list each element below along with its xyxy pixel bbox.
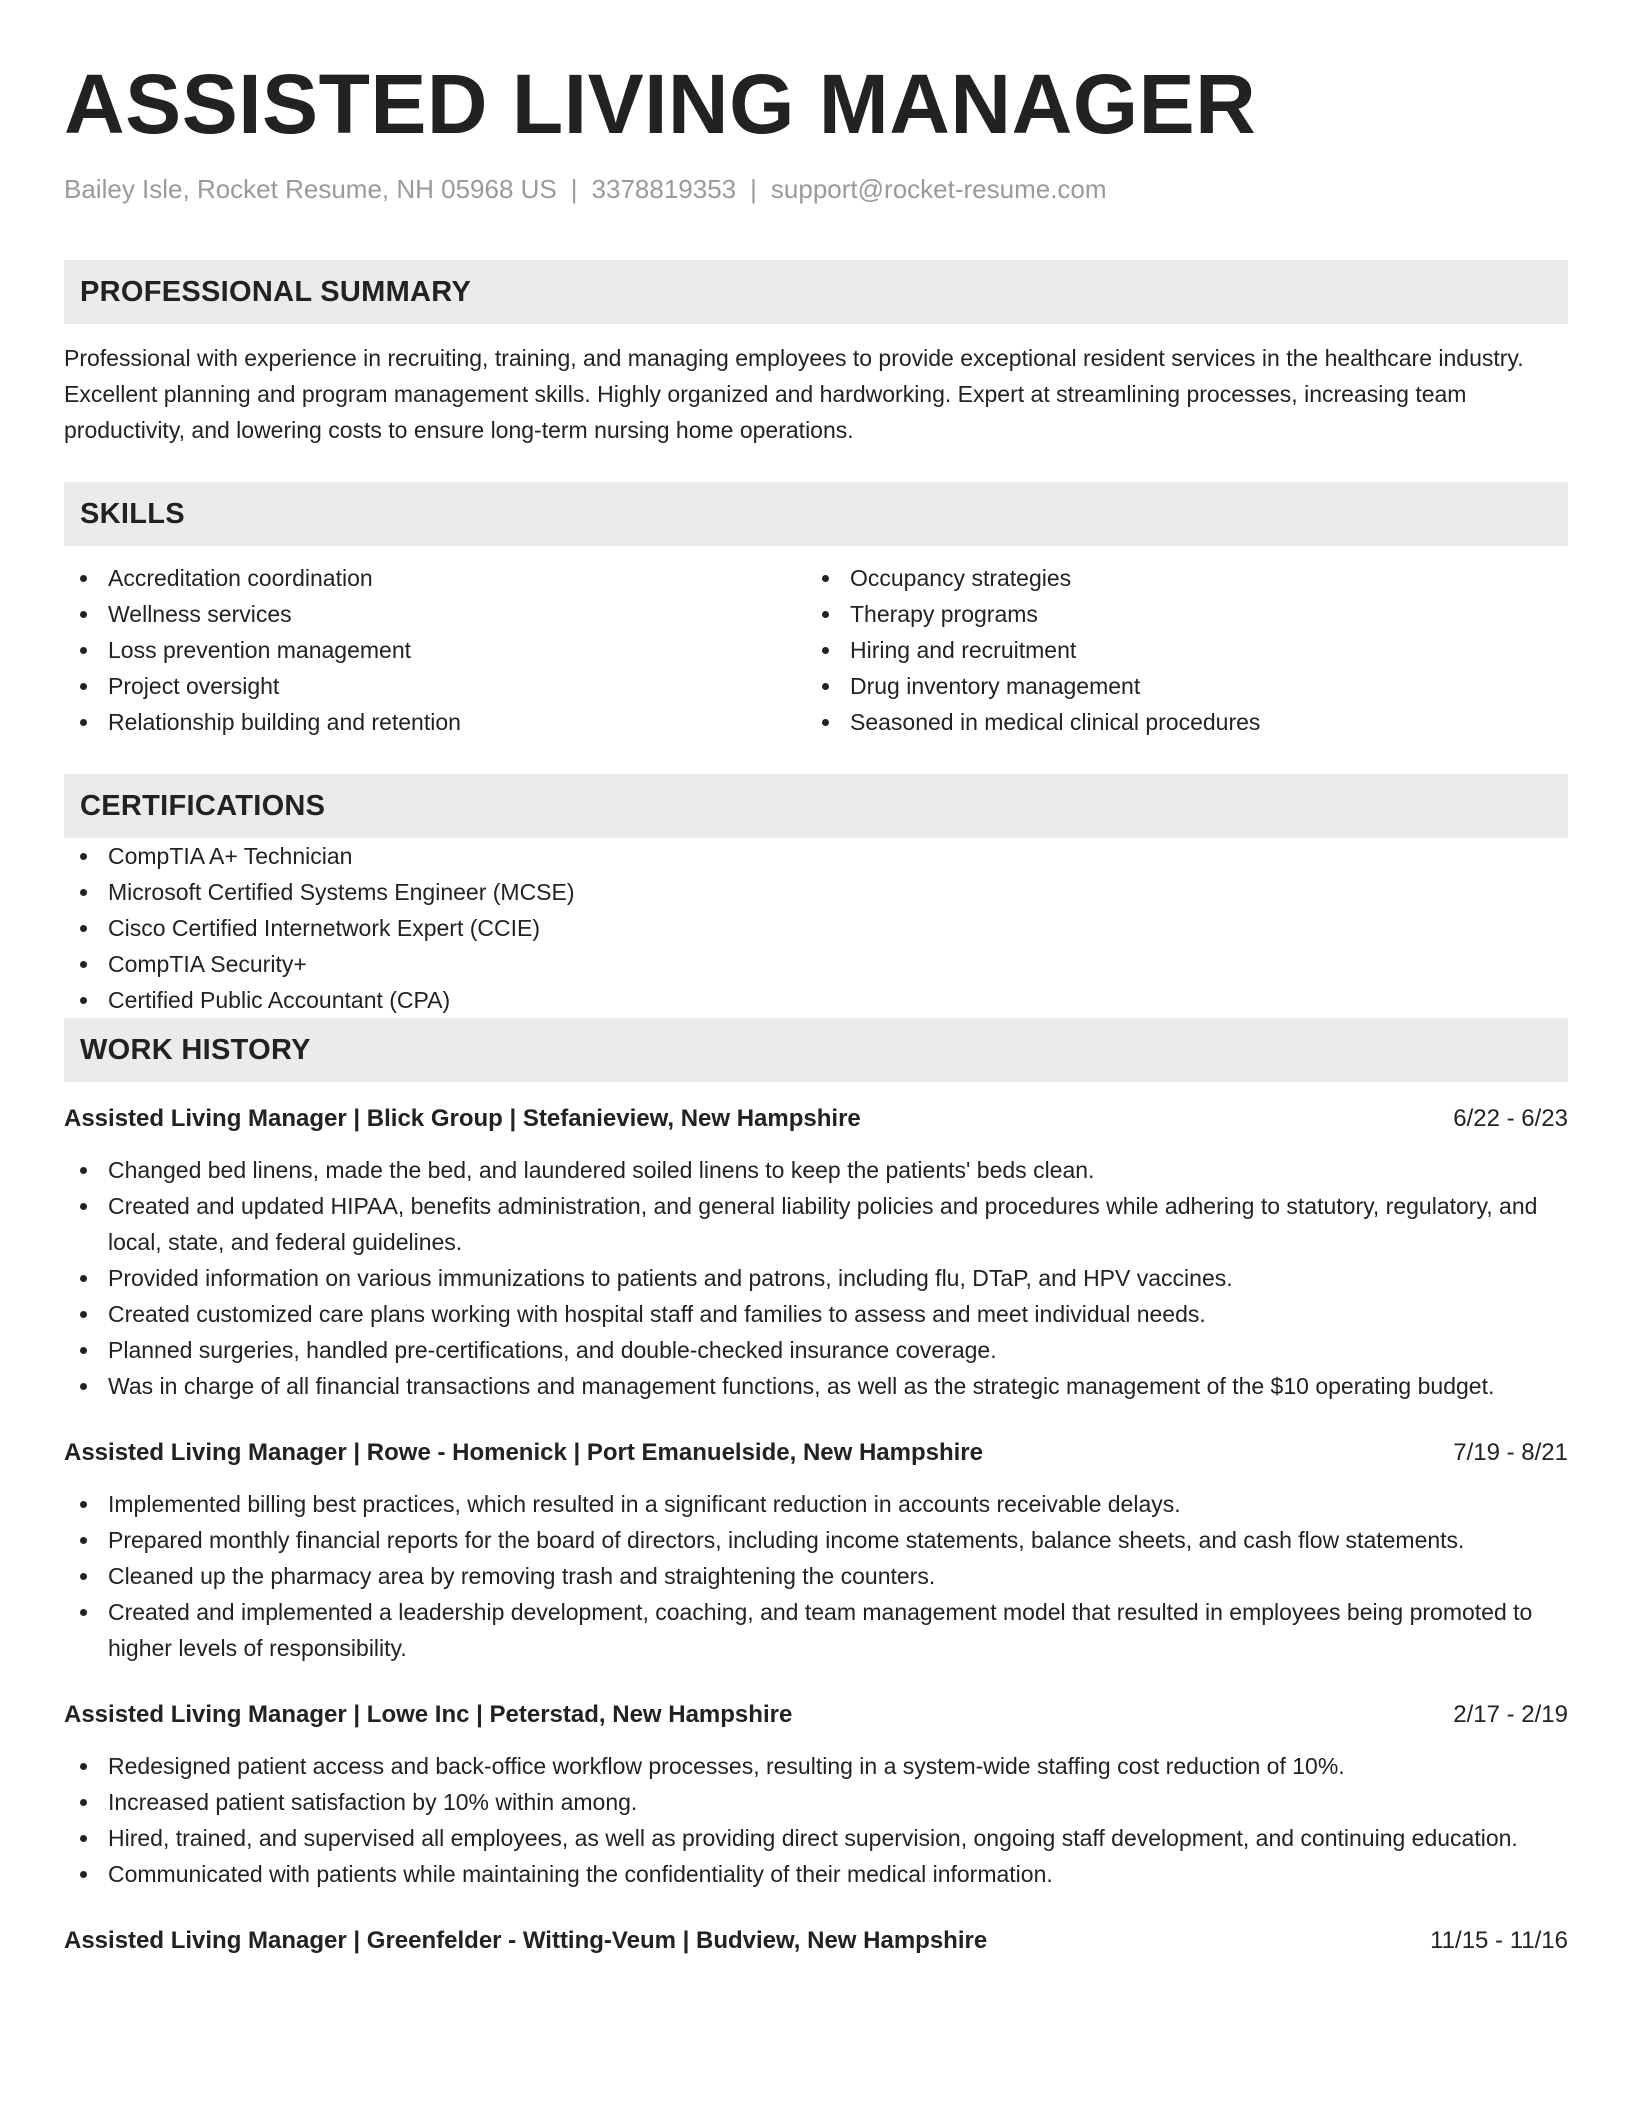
skill-item: Relationship building and retention: [64, 704, 806, 740]
job-dates: 2/17 - 2/19: [1453, 1701, 1568, 1728]
certifications-list: [64, 838, 1568, 1018]
contact-line: [64, 172, 1568, 206]
job-bullets: [64, 1486, 1568, 1666]
job-bullet: Increased patient satisfaction by 10% within among.: [64, 1784, 1568, 1820]
contact-phone: 3378819353: [591, 174, 737, 204]
certification-item: CompTIA A+ Technician: [64, 838, 1568, 874]
job-heading: Assisted Living Manager | Rowe - Homenick | Port Emanuelside, New Hampshire: [64, 1439, 983, 1466]
skill-item: Drug inventory management: [806, 668, 1568, 704]
job-bullet: Hired, trained, and supervised all employees, as well as providing direct supervision, ongoing staff development, and continuing education.: [64, 1820, 1568, 1856]
job-bullet: Redesigned patient access and back-office workflow processes, resulting in a system-wide staffing cost reduction of 10%.: [64, 1748, 1568, 1784]
contact-separator: |: [750, 174, 757, 204]
skills-section-title: SKILLS: [80, 497, 185, 530]
skills-section-header: [64, 482, 1568, 546]
job-bullet: Provided information on various immunizations to patients and patrons, including flu, DTaP, and HPV vaccines.: [64, 1260, 1568, 1296]
skill-item: Occupancy strategies: [806, 560, 1568, 596]
job-header: [64, 1436, 1568, 1470]
job-dates: 11/15 - 11/16: [1430, 1927, 1568, 1954]
job-dates: 7/19 - 8/21: [1453, 1439, 1568, 1466]
summary-text: Professional with experience in recruiting, training, and managing employees to provide exceptional resident services in the healthcare industry. Excellent planning and program management skills. Highly organized and hardworking. Expert at streamlining processes, increasing team productivity, and lowering costs to ensure long-term nursing home operations.: [64, 345, 1524, 443]
certification-item: Microsoft Certified Systems Engineer (MCSE): [64, 874, 1568, 910]
job-heading: Assisted Living Manager | Greenfelder - Witting-Veum | Budview, New Hampshire: [64, 1927, 988, 1954]
job-entry: [64, 1436, 1568, 1666]
job-bullet: Created and implemented a leadership development, coaching, and team management model that resulted in employees being promoted to higher levels of responsibility.: [64, 1594, 1568, 1666]
skill-item: Accreditation coordination: [64, 560, 806, 596]
skills-list-right: [806, 560, 1568, 740]
certification-item: CompTIA Security+: [64, 946, 1568, 982]
skill-item: Seasoned in medical clinical procedures: [806, 704, 1568, 740]
job-bullet: Changed bed linens, made the bed, and laundered soiled linens to keep the patients' beds clean.: [64, 1152, 1568, 1188]
job-header: [64, 1102, 1568, 1136]
job-bullets: [64, 1152, 1568, 1404]
job-bullets: [64, 1748, 1568, 1892]
summary-section-title: PROFESSIONAL SUMMARY: [80, 275, 472, 308]
contact-email: support@rocket-resume.com: [770, 174, 1107, 204]
job-heading: Assisted Living Manager | Blick Group | Stefanieview, New Hampshire: [64, 1105, 861, 1132]
skill-item: Loss prevention management: [64, 632, 806, 668]
job-bullet: Was in charge of all financial transactions and management functions, as well as the strategic management of the $10 operating budget.: [64, 1368, 1568, 1404]
certification-item: Certified Public Accountant (CPA): [64, 982, 1568, 1018]
job-bullet: Created and updated HIPAA, benefits administration, and general liability policies and procedures while adhering to statutory, regulatory, and local, state, and federal guidelines.: [64, 1188, 1568, 1260]
certification-item: Cisco Certified Internetwork Expert (CCIE): [64, 910, 1568, 946]
job-entry: [64, 1698, 1568, 1892]
work-history-section-header: [64, 1018, 1568, 1082]
summary-section-header: [64, 260, 1568, 324]
resume-name: ASSISTED LIVING MANAGER: [64, 57, 1257, 151]
skills-list-left: [64, 560, 806, 740]
contact-separator: |: [570, 174, 578, 204]
job-entry: [64, 1102, 1568, 1404]
job-bullet: Prepared monthly financial reports for the board of directors, including income statements, balance sheets, and cash flow statements.: [64, 1522, 1568, 1558]
job-bullet: Implemented billing best practices, which resulted in a significant reduction in accounts receivable delays.: [64, 1486, 1568, 1522]
job-bullet: Cleaned up the pharmacy area by removing trash and straightening the counters.: [64, 1558, 1568, 1594]
skill-item: Hiring and recruitment: [806, 632, 1568, 668]
job-bullet: Planned surgeries, handled pre-certifications, and double-checked insurance coverage.: [64, 1332, 1568, 1368]
job-header: [64, 1924, 1568, 1958]
job-header: [64, 1698, 1568, 1732]
job-entry: [64, 1924, 1568, 1958]
work-history-section-title: WORK HISTORY: [80, 1033, 311, 1066]
certifications-section-header: [64, 774, 1568, 838]
job-heading: Assisted Living Manager | Lowe Inc | Peterstad, New Hampshire: [64, 1701, 793, 1728]
contact-address: Bailey Isle, Rocket Resume, NH 05968 US: [64, 174, 557, 204]
skill-item: Therapy programs: [806, 596, 1568, 632]
job-dates: 6/22 - 6/23: [1453, 1105, 1568, 1132]
skill-item: Project oversight: [64, 668, 806, 704]
job-bullet: Communicated with patients while maintaining the confidentiality of their medical information.: [64, 1856, 1568, 1892]
certifications-section-title: CERTIFICATIONS: [80, 789, 326, 822]
skills-columns: [64, 560, 1568, 740]
job-bullet: Created customized care plans working with hospital staff and families to assess and meet individual needs.: [64, 1296, 1568, 1332]
skill-item: Wellness services: [64, 596, 806, 632]
